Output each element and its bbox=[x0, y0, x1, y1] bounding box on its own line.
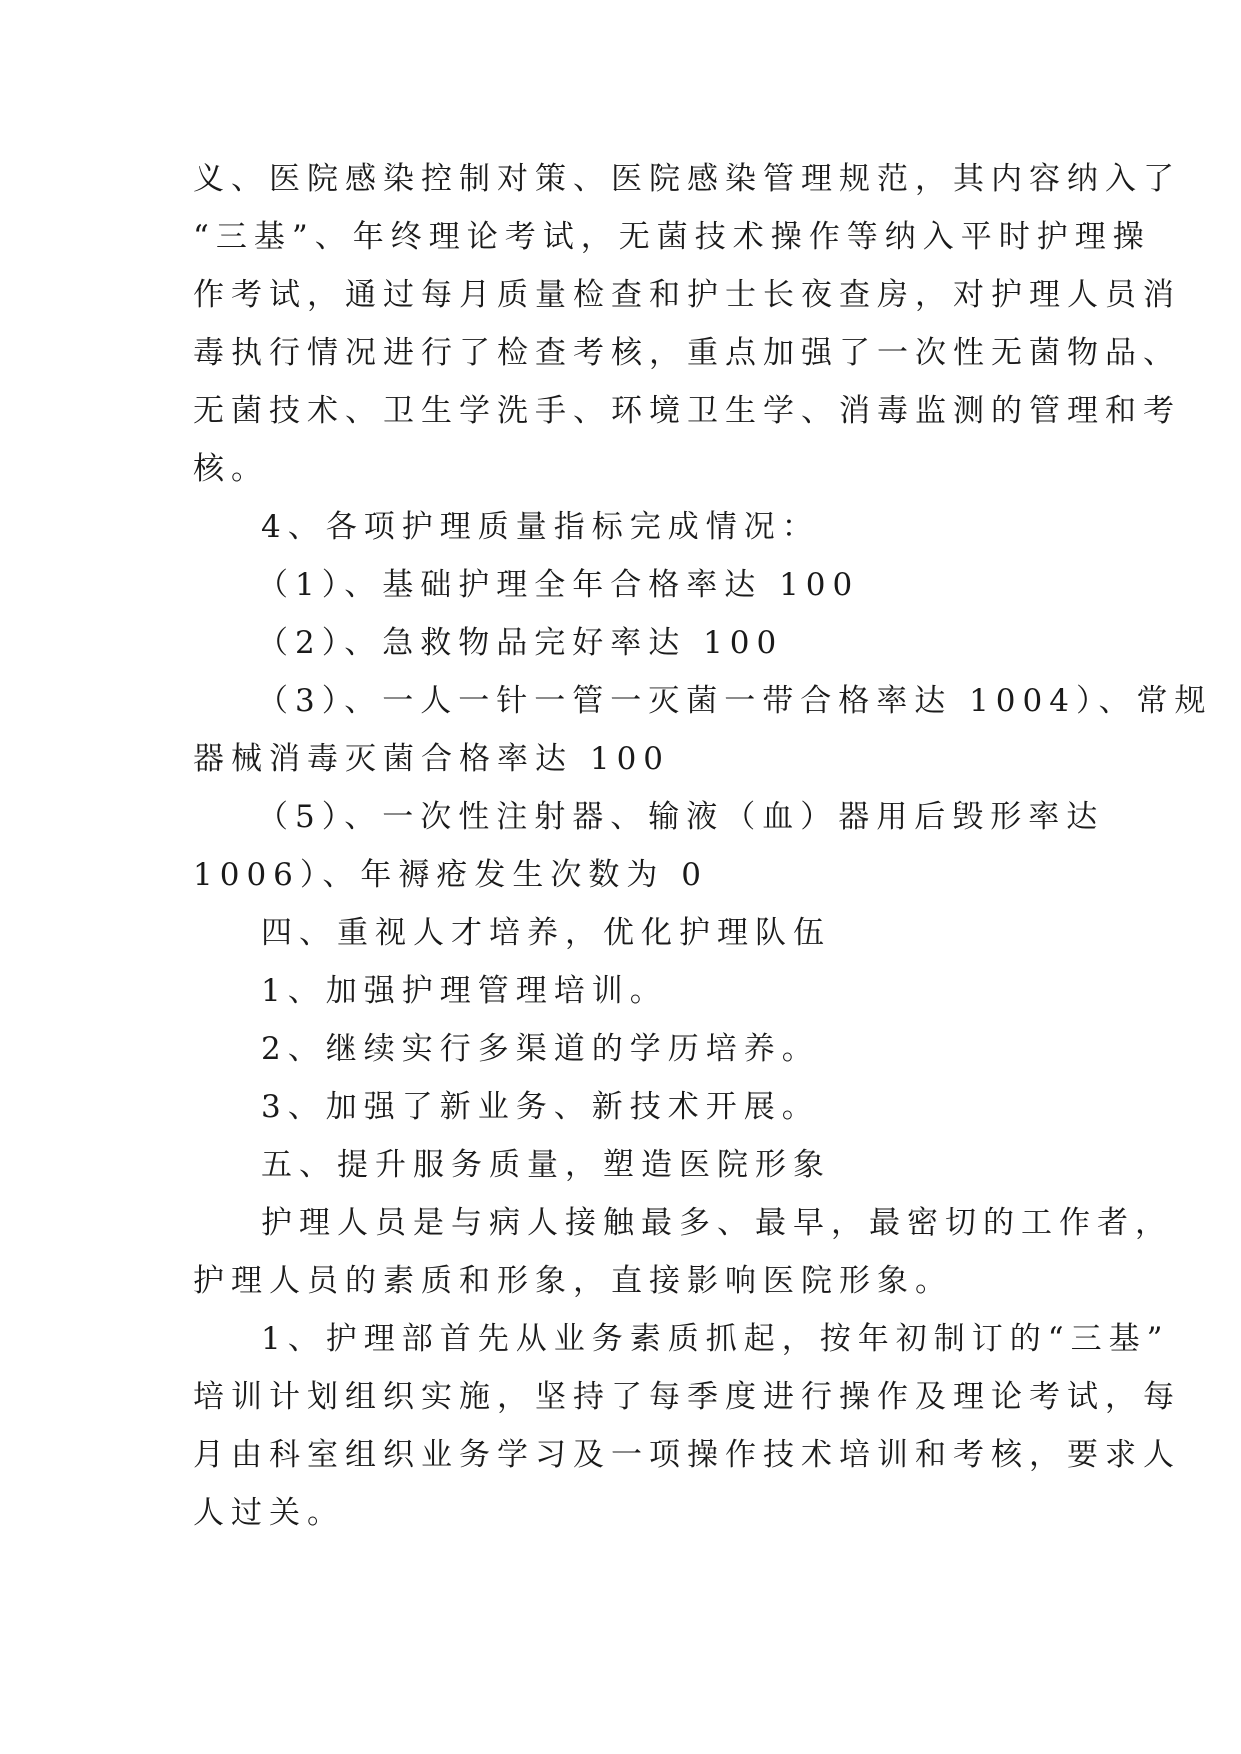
list-item: （2）、急救物品完好率达 100 bbox=[257, 625, 784, 661]
paragraph-line: 护理人员是与病人接触最多、最早，最密切的工作者， bbox=[261, 1205, 1173, 1241]
paragraph-line: 月由科室组织业务学习及一项操作技术培训和考核，要求人 bbox=[193, 1437, 1181, 1473]
paragraph-line: 护理人员的素质和形象，直接影响医院形象。 bbox=[193, 1263, 953, 1299]
paragraph-line: 毒执行情况进行了检查考核，重点加强了一次性无菌物品、 bbox=[193, 335, 1181, 371]
section-heading: 四、重视人才培养，优化护理队伍 bbox=[261, 915, 831, 951]
paragraph-line: 人过关。 bbox=[193, 1495, 345, 1531]
paragraph-line: “三基”、年终理论考试，无菌技术操作等纳入平时护理操 bbox=[193, 219, 1151, 255]
list-item: 3、加强了新业务、新技术开展。 bbox=[261, 1089, 820, 1125]
paragraph-line: 核。 bbox=[193, 451, 269, 487]
paragraph-line: 义、医院感染控制对策、医院感染管理规范，其内容纳入了 bbox=[193, 161, 1181, 197]
list-item-continuation: 器械消毒灭菌合格率达 100 bbox=[193, 741, 671, 777]
paragraph-line: 培训计划组织实施，坚持了每季度进行操作及理论考试，每 bbox=[193, 1379, 1181, 1415]
list-item: 1、加强护理管理培训。 bbox=[261, 973, 668, 1009]
list-heading: 4、各项护理质量指标完成情况： bbox=[261, 509, 820, 545]
list-item-continuation: 1006）、年褥疮发生次数为 0 bbox=[193, 857, 708, 893]
list-item: （3）、一人一针一管一灭菌一带合格率达 1004）、常规 bbox=[257, 683, 1213, 719]
paragraph-line: 1、护理部首先从业务素质抓起，按年初制订的“三基” bbox=[261, 1321, 1170, 1357]
paragraph-line: 作考试，通过每月质量检查和护士长夜查房，对护理人员消 bbox=[193, 277, 1181, 313]
section-heading: 五、提升服务质量，塑造医院形象 bbox=[261, 1147, 831, 1183]
paragraph-line: 无菌技术、卫生学洗手、环境卫生学、消毒监测的管理和考 bbox=[193, 393, 1181, 429]
list-item: 2、继续实行多渠道的学历培养。 bbox=[261, 1031, 820, 1067]
list-item: （5）、一次性注射器、输液（血）器用后毁形率达 bbox=[257, 799, 1105, 835]
list-item: （1）、基础护理全年合格率达 100 bbox=[257, 567, 860, 603]
document-body bbox=[193, 150, 1213, 1542]
